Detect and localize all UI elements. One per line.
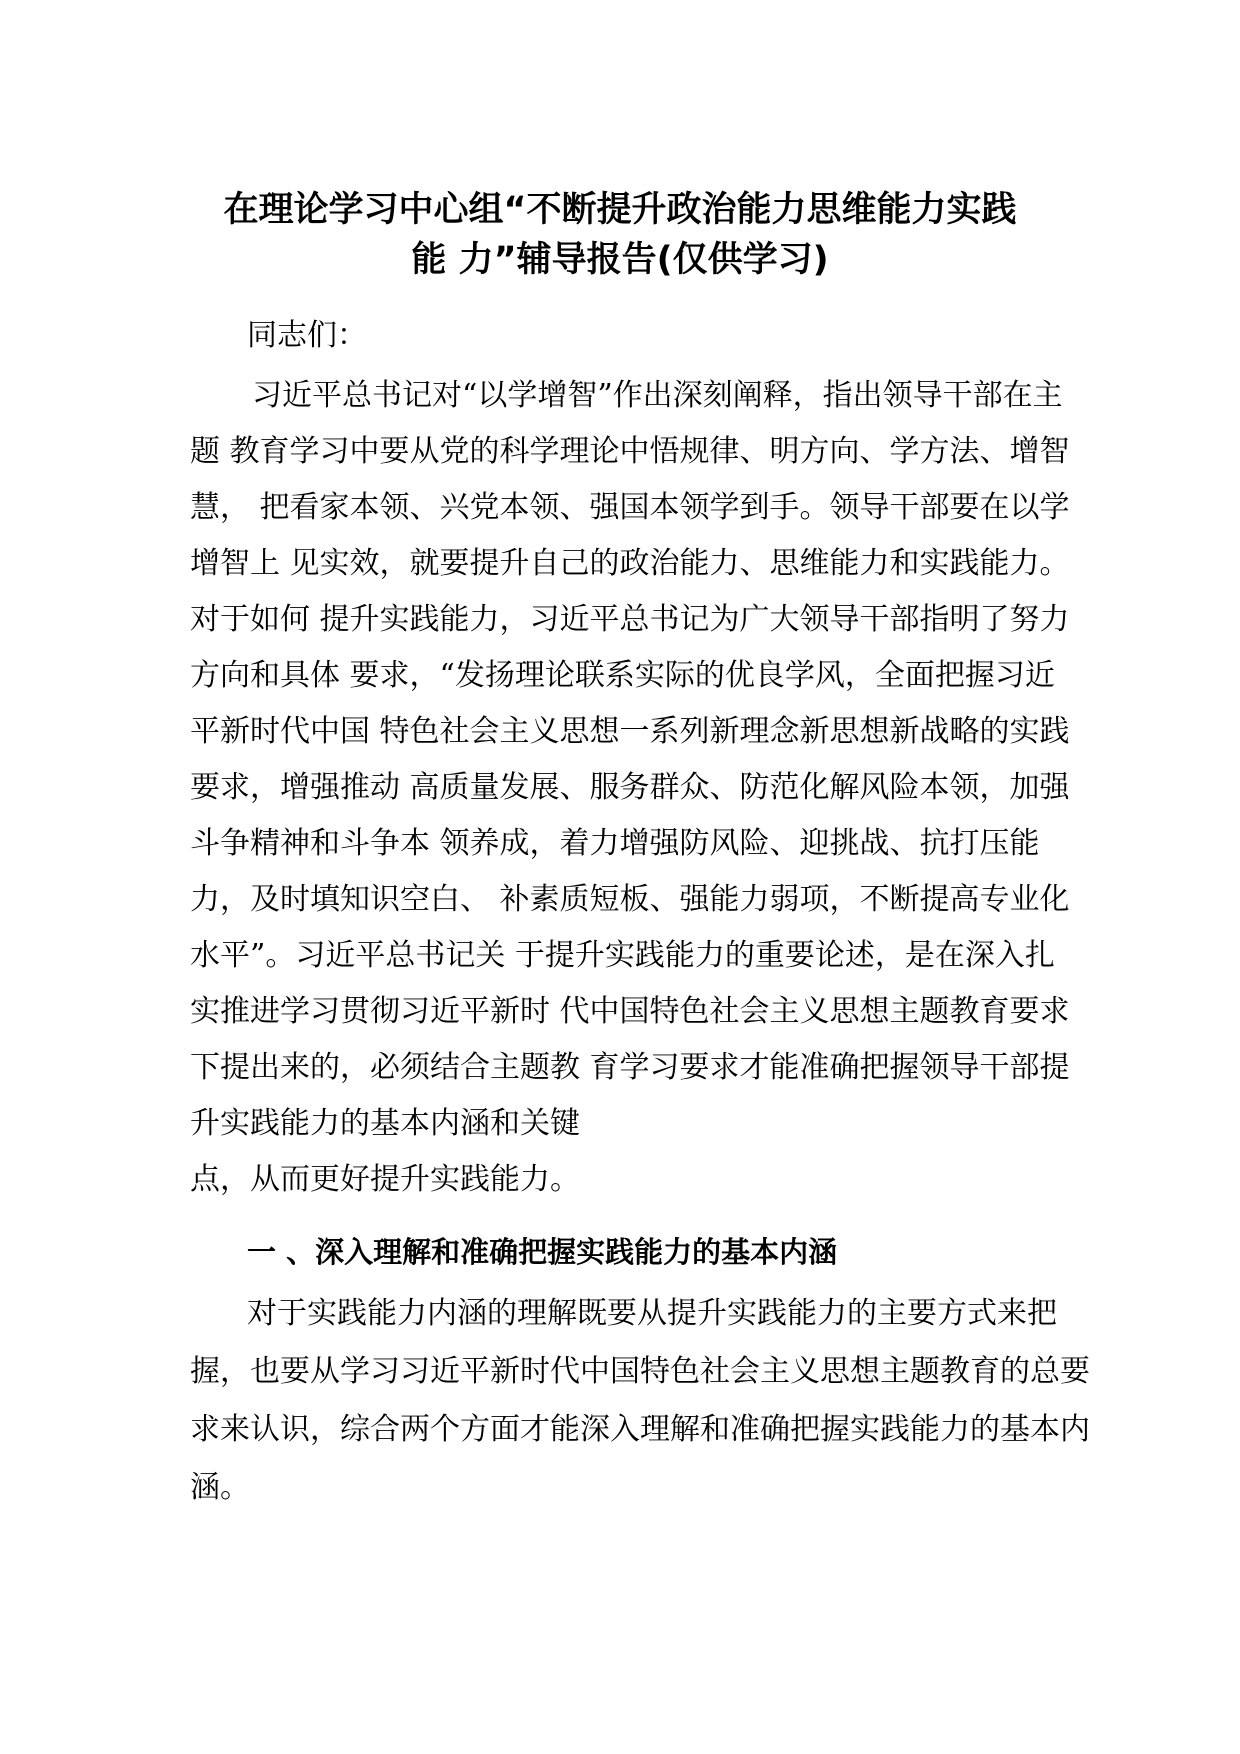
paragraph-1-line: 力，及时填知识空白、 补素质短板、强能力弱项，不断提高专业化 (190, 882, 1070, 917)
paragraph-1-line: 方向和具体 要求，“发扬理论联系实际的优良学风，全面把握习近 (190, 658, 1055, 693)
paragraph-1-line: 点，从而更好提升实践能力。 (190, 1162, 580, 1197)
document-title-line-2: 能 力”辅导报告(仅供学习) (411, 240, 829, 280)
paragraph-1-line: 平新时代中国 特色社会主义思想一系列新理念新思想新战略的实践 (190, 714, 1070, 749)
paragraph-1-line: 增智上 见实效，就要提升自己的政治能力、思维能力和实践能力。 (190, 546, 1070, 581)
paragraph-1-line: 水平”。习近平总书记关 于提升实践能力的重要论述，是在深入扎 (190, 938, 1055, 973)
paragraph-2-line: 对于实践能力内涵的理解既要从提升实践能力的主要方式来把 (247, 1296, 1057, 1331)
paragraph-1-line: 题 教育学习中要从党的科学理论中悟规律、明方向、学方法、增智 (190, 434, 1070, 469)
paragraph-1-line: 要求，增强推动 高质量发展、服务群众、防范化解风险本领，加强 (190, 770, 1070, 805)
document-title-line-1: 在理论学习中心组“不断提升政治能力思维能力实践 (223, 190, 1017, 230)
paragraph-2-line: 握，也要从学习习近平新时代中国特色社会主义思想主题教育的总要 (190, 1354, 1090, 1389)
paragraph-1-line: 升实践能力的基本内涵和关键 (190, 1106, 580, 1141)
paragraph-1-line: 对于如何 提升实践能力，习近平总书记为广大领导干部指明了努力 (190, 602, 1070, 637)
paragraph-1-line: 斗争精神和斗争本 领养成，着力增强防风险、迎挑战、抗打压能 (190, 826, 1040, 861)
paragraph-2-line: 求来认识，综合两个方面才能深入理解和准确把握实践能力的基本内 (190, 1412, 1090, 1447)
paragraph-1-line: 实推进学习贯彻习近平新时 代中国特色社会主义思想主题教育要求 (190, 994, 1070, 1029)
paragraph-1-line: 习近平总书记对“以学增智”作出深刻阐释，指出领导干部在主 (252, 378, 1063, 413)
paragraph-1-line: 下提出来的，必须结合主题教 育学习要求才能准确把握领导干部提 (190, 1050, 1070, 1085)
paragraph-2-line: 涵。 (190, 1470, 250, 1505)
paragraph-1-line: 慧， 把看家本领、兴党本领、强国本领学到手。领导干部要在以学 (190, 490, 1070, 525)
section-1-heading: 一 、深入理解和准确把握实践能力的基本内涵 (247, 1235, 838, 1269)
salutation: 同志们： (247, 318, 367, 353)
